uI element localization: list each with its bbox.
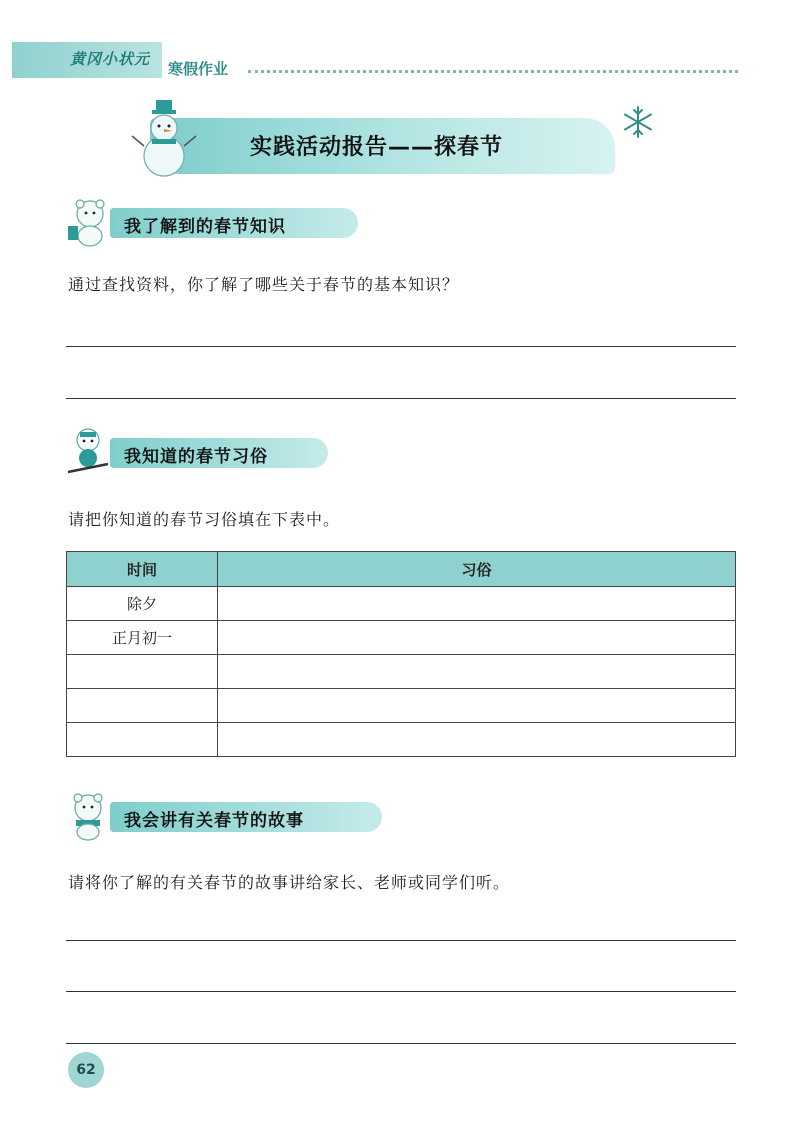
table-cell-time: 除夕 bbox=[67, 587, 218, 621]
table-row bbox=[67, 621, 736, 655]
table-row bbox=[67, 587, 736, 621]
bear-skiing-icon bbox=[62, 424, 112, 476]
table-cell-customs[interactable] bbox=[218, 723, 736, 757]
section-story-title: 我会讲有关春节的故事 bbox=[124, 811, 304, 831]
section-customs-title: 我知道的春节习俗 bbox=[124, 447, 268, 467]
table-cell-time: 正月初一 bbox=[67, 621, 218, 655]
section-customs-prompt: 请把你知道的春节习俗填在下表中。 bbox=[68, 510, 341, 529]
series-label: 寒假作业 bbox=[168, 60, 229, 78]
table-row bbox=[67, 689, 736, 723]
table-row bbox=[67, 723, 736, 757]
section-story-prompt: 请将你了解的有关春节的故事讲给家长、老师或同学们听。 bbox=[68, 873, 511, 892]
table-cell-customs[interactable] bbox=[218, 689, 736, 723]
table-cell-time[interactable] bbox=[67, 689, 218, 723]
answer-line bbox=[66, 991, 736, 992]
table-cell-time[interactable] bbox=[67, 655, 218, 689]
section-knowledge-prompt: 通过查找资料，你了解了哪些关于春节的基本知识？ bbox=[68, 275, 460, 294]
answer-line bbox=[66, 346, 736, 347]
customs-table bbox=[66, 551, 736, 757]
answer-line bbox=[66, 1043, 736, 1044]
table-cell-customs[interactable] bbox=[218, 655, 736, 689]
snowflake-icon bbox=[620, 104, 656, 140]
answer-line bbox=[66, 940, 736, 941]
page-number: 62 bbox=[68, 1052, 104, 1088]
brand-logo: 黄冈小状元 bbox=[70, 50, 151, 68]
header-dotted-line bbox=[248, 70, 738, 73]
snowman-icon bbox=[128, 96, 200, 178]
section-knowledge-title: 我了解到的春节知识 bbox=[124, 217, 286, 237]
bear-mascot-icon bbox=[62, 196, 112, 248]
table-cell-customs[interactable] bbox=[218, 587, 736, 621]
page-title: 实践活动报告——探春节 bbox=[250, 135, 504, 160]
table-cell-customs[interactable] bbox=[218, 621, 736, 655]
answer-line bbox=[66, 398, 736, 399]
table-cell-time[interactable] bbox=[67, 723, 218, 757]
table-row bbox=[67, 655, 736, 689]
table-header-time: 时间 bbox=[67, 552, 218, 587]
table-header-row bbox=[67, 552, 736, 587]
bear-scarf-icon bbox=[62, 790, 112, 842]
table-header-customs: 习俗 bbox=[218, 552, 736, 587]
